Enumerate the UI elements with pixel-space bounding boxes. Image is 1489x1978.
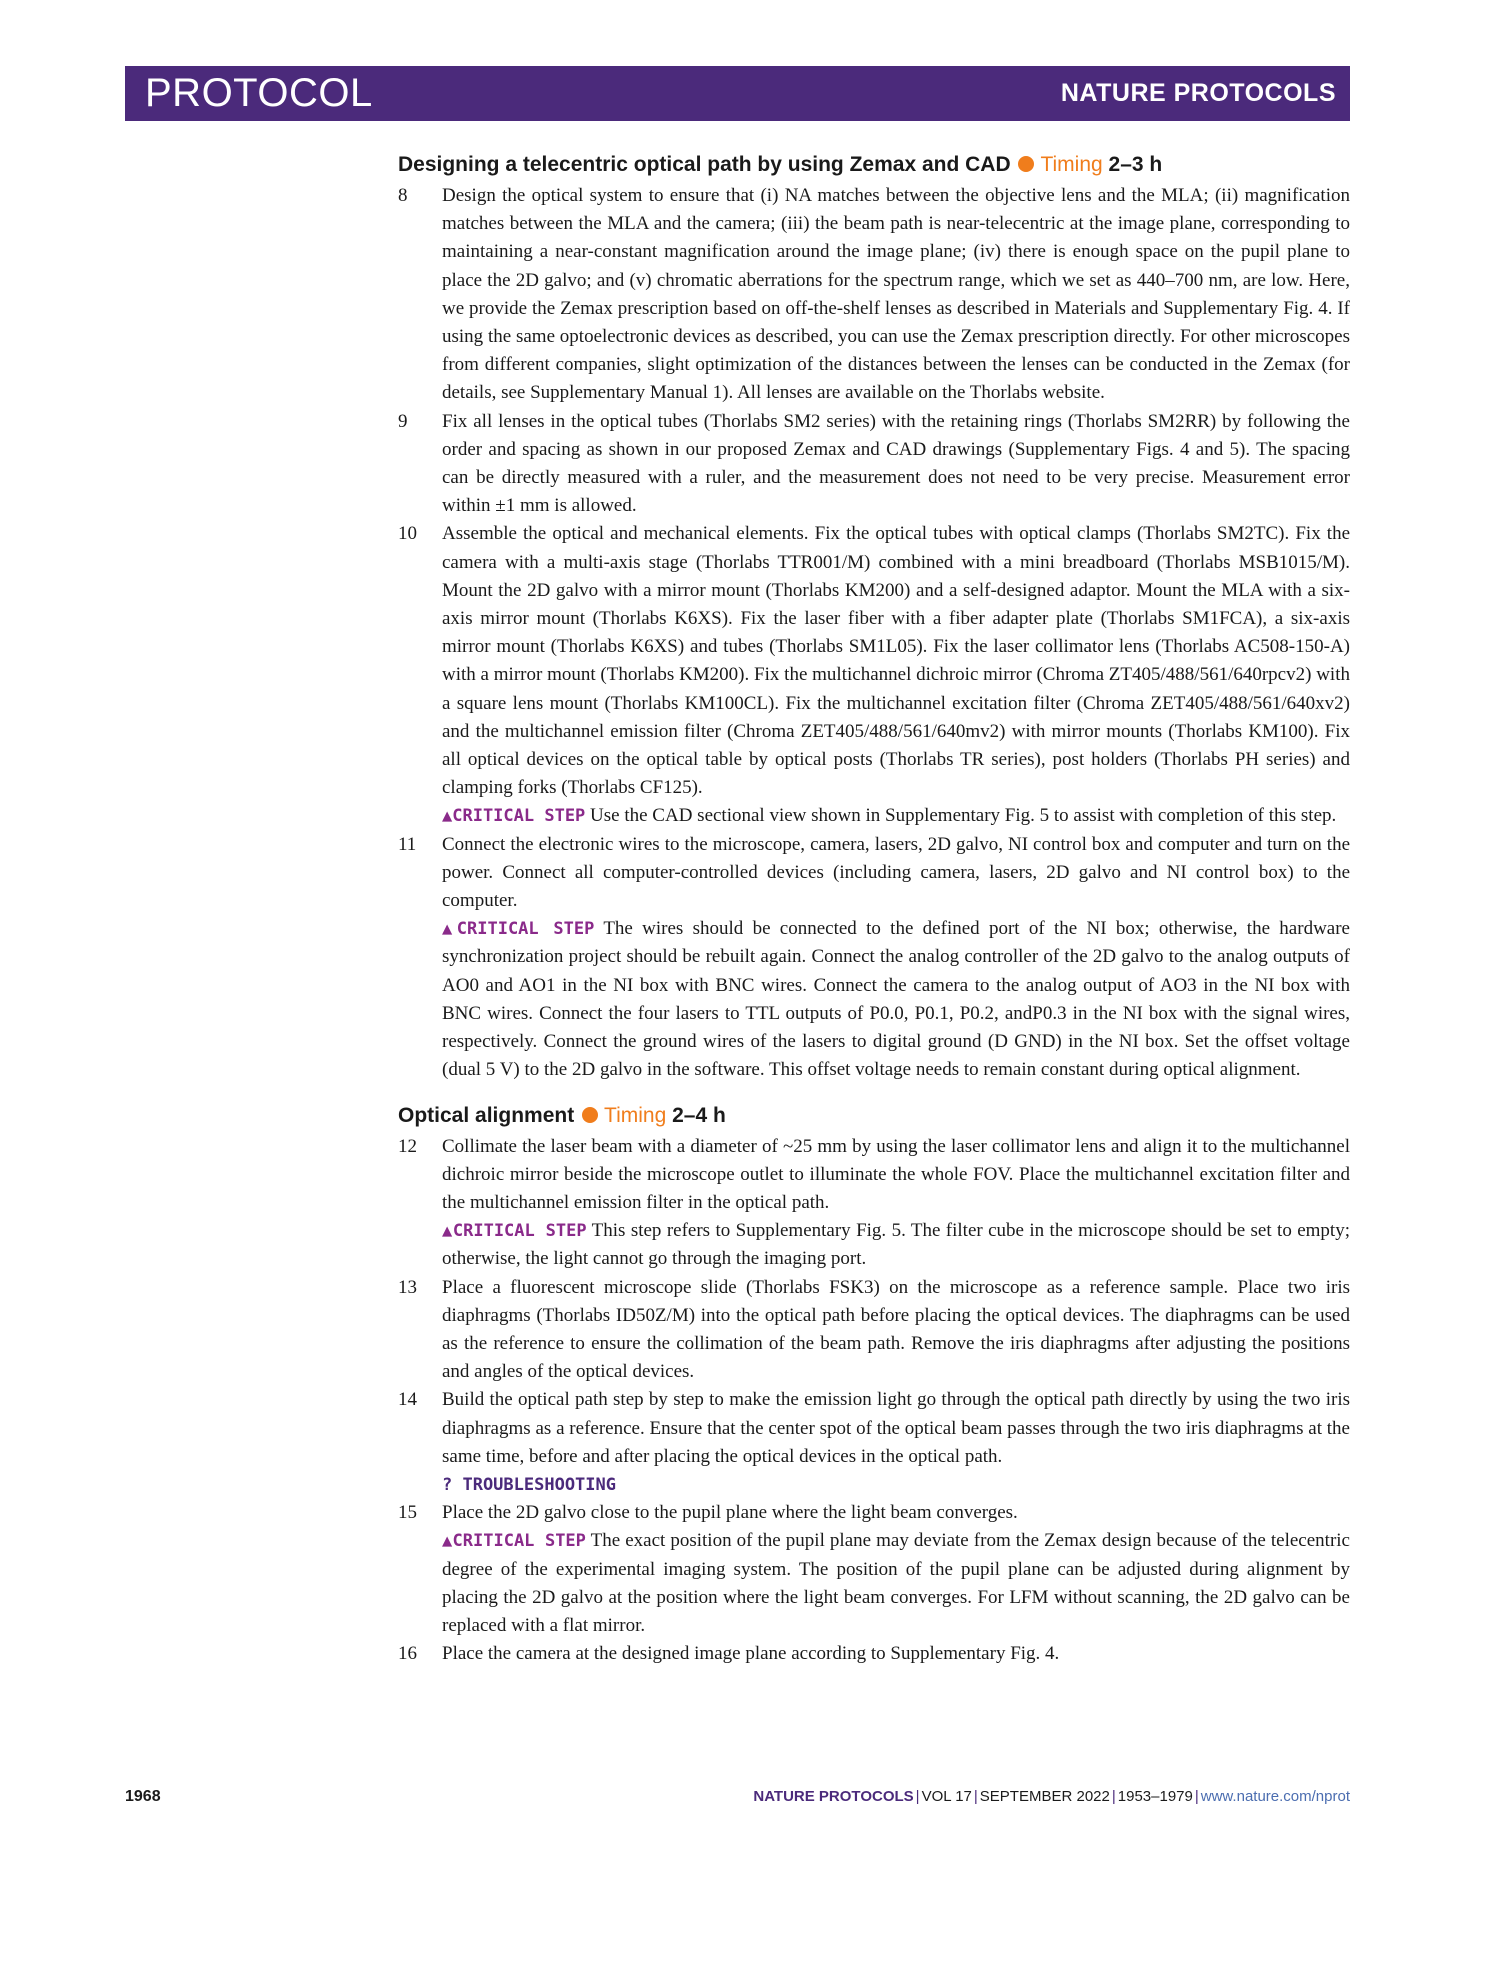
step-text: Place the 2D galvo close to the pupil plane where the light beam converges. bbox=[442, 1502, 1018, 1524]
critical-step-text: The wires should be connected to the defined port of the NI box; otherwise, the hardware synchronization project should be rebuilt again. Connect the analog controller of the 2D galvo to the analog outputs of AO0 and AO1 in the NI box with BNC wires. Connect the camera to the analog output of AO3 in the NI box with BNC wires. Connect the four lasers to TTL outputs of P0.0, P0.1, P0.2, andP0.3 in the NI box with the signal wires, respectively. Connect the ground wires of the lasers to digital ground (D GND) in the NI box. Set the offset voltage (dual 5 V) to the 2D galvo in the software. This offset voltage needs to remain constant during optical alignment. bbox=[442, 918, 1350, 1081]
step-15 bbox=[398, 1499, 1350, 1640]
timing-label: Timing bbox=[1040, 153, 1103, 176]
critical-step-text: The exact position of the pupil plane may deviate from the Zemax design because of the telecentric degree of the experimental imaging system. The position of the pupil plane can be adjusted during alignment by placing the 2D galvo at the position where the light beam converges. For LFM without scanning, the 2D galvo can be replaced with a flat mirror. bbox=[442, 1530, 1350, 1636]
step-number: 13 bbox=[398, 1276, 417, 1298]
step-text: Place the camera at the designed image plane according to Supplementary Fig. 4. bbox=[442, 1643, 1060, 1665]
step-number: 14 bbox=[398, 1389, 417, 1411]
section-title: Designing a telecentric optical path by using Zemax and CAD bbox=[398, 153, 1011, 176]
step-number: 12 bbox=[398, 1135, 417, 1157]
step-number: 10 bbox=[398, 523, 417, 545]
step-number: 9 bbox=[398, 410, 408, 432]
step-text: Fix all lenses in the optical tubes (Thorlabs SM2 series) with the retaining rings (Thorlabs SM2RR) by following the order and spacing as shown in our proposed Zemax and CAD drawings (Supplementary Figs. 4 and 5). The spacing can be directly measured with a ruler, and the measurement does not need to be very precise. Measurement error within ±1 mm is allowed. bbox=[442, 410, 1350, 517]
section-title: Optical alignment bbox=[398, 1103, 575, 1127]
critical-step-note bbox=[442, 1217, 1350, 1273]
step-number: 15 bbox=[398, 1502, 417, 1524]
step-8 bbox=[398, 182, 1350, 408]
step-12 bbox=[398, 1133, 1350, 1274]
step-number: 11 bbox=[398, 833, 417, 855]
critical-step-note bbox=[442, 915, 1350, 1084]
critical-step-text: This step refers to Supplementary Fig. 5. The filter cube in the microscope should be set to empty; otherwise, the light cannot go through the imaging port. bbox=[442, 1220, 1350, 1270]
step-10 bbox=[398, 520, 1350, 830]
step-text: Build the optical path step by step to make the emission light go through the optical path directly by using the two iris diaphragms as a reference. Ensure that the center spot of the optical beam passes through the two iris diaphragms at the same time, before and after placing the optical devices in the optical path. bbox=[442, 1389, 1350, 1467]
timing-value: 2–4 h bbox=[672, 1103, 726, 1127]
critical-step-label: ▲CRITICAL STEP bbox=[442, 1221, 587, 1242]
footer-citation: NATURE PROTOCOLS | VOL 17 | SEPTEMBER 2022 | 1953–1979 | www.nature.com/nprot bbox=[753, 1788, 1350, 1805]
timing-dot-icon bbox=[1018, 156, 1034, 172]
step-text: Collimate the laser beam with a diameter of ~25 mm by using the laser collimator lens and align it to the multichannel dichroic mirror beside the microscope outlet to illuminate the whole FOV. Place the multichannel excitation filter and the multichannel emission filter in the optical path. bbox=[442, 1135, 1350, 1213]
step-14 bbox=[398, 1386, 1350, 1499]
section-heading bbox=[398, 1103, 1350, 1129]
step-text: Place a fluorescent microscope slide (Thorlabs FSK3) on the microscope as a reference sample. Place two iris diaphragms (Thorlabs ID50Z/M) into the optical path before placing the optical devices. The diaphragms can be used as the reference to ensure the collimation of the beam path. Remove the iris diaphragms after adjusting the positions and angles of the optical devices. bbox=[442, 1276, 1350, 1383]
footer-date: SEPTEMBER 2022 bbox=[979, 1788, 1110, 1805]
step-text: Design the optical system to ensure that (i) NA matches between the objective lens and the MLA; (ii) magnification matches between the MLA and the camera; (iii) the beam path is near-telecentric at the image plane, corresponding to maintaining a near-constant magnification around the image plane; (iv) there is enough space on the pupil plane to place the 2D galvo; and (v) chromatic aberrations for the spectrum range, which we set as 440–700 nm, are low. Here, we provide the Zemax prescription based on off-the-shelf lenses as described in Materials and Supplementary Fig. 4. If using the same optoelectronic devices as described, you can use the Zemax prescription directly. For other microscopes from different companies, slight optimization of the distances between the lenses can be conducted in the Zemax (for details, see Supplementary Manual 1). All lenses are available on the Thorlabs website. bbox=[442, 185, 1350, 404]
critical-step-label: ▲CRITICAL STEP bbox=[442, 919, 595, 940]
step-number: 8 bbox=[398, 185, 408, 206]
footer-volume: VOL 17 bbox=[921, 1788, 972, 1805]
critical-step-label: ▲CRITICAL STEP bbox=[442, 806, 586, 827]
timing-value: 2–3 h bbox=[1108, 153, 1163, 176]
critical-step-label: ▲CRITICAL STEP bbox=[442, 1531, 586, 1552]
footer-journal: NATURE PROTOCOLS bbox=[753, 1788, 914, 1805]
step-11 bbox=[398, 831, 1350, 1085]
article-body bbox=[398, 152, 1350, 1668]
timing-label: Timing bbox=[604, 1103, 667, 1127]
footer-url[interactable]: www.nature.com/nprot bbox=[1200, 1788, 1350, 1805]
critical-step-note bbox=[442, 802, 1350, 830]
footer-pages: 1953–1979 bbox=[1117, 1788, 1193, 1805]
journal-name: NATURE PROTOCOLS bbox=[1060, 79, 1336, 107]
page-number: 1968 bbox=[125, 1788, 161, 1805]
critical-step-note bbox=[442, 1527, 1350, 1640]
step-number: 16 bbox=[398, 1643, 417, 1665]
protocol-label: PROTOCOL bbox=[145, 71, 373, 115]
step-13 bbox=[398, 1274, 1350, 1387]
step-9 bbox=[398, 408, 1350, 521]
step-text: Connect the electronic wires to the microscope, camera, lasers, 2D galvo, NI control box and computer and turn on the power. Connect all computer-controlled devices (including camera, lasers, 2D galvo and NI control box) to the computer. bbox=[442, 833, 1350, 912]
critical-step-text: Use the CAD sectional view shown in Supplementary Fig. 5 to assist with completion of this step. bbox=[590, 805, 1337, 827]
timing-dot-icon bbox=[582, 1107, 598, 1123]
header-bar bbox=[125, 66, 1350, 121]
step-16 bbox=[398, 1640, 1350, 1668]
step-text: Assemble the optical and mechanical elements. Fix the optical tubes with optical clamps (Thorlabs SM2TC). Fix the camera with a multi-axis stage (Thorlabs TTR001/M) combined with a mini breadboard (Thorlabs MSB1015/M). Mount the 2D galvo with a mirror mount (Thorlabs KM200) and a self-designed adaptor. Mount the MLA with a six-axis mirror mount (Thorlabs K6XS). Fix the laser fiber with a fiber adapter plate (Thorlabs SM1FCA), a six-axis mirror mount (Thorlabs K6XS) and tubes (Thorlabs SM1L05). Fix the laser collimator lens (Thorlabs AC508-150-A) with a mirror mount (Thorlabs KM200). Fix the multichannel dichroic mirror (Chroma ZT405/488/561/640rpcv2) with a square lens mount (Thorlabs KM100CL). Fix the multichannel excitation filter (Chroma ZET405/488/561/640xv2) and the multichannel emission filter (Chroma ZET405/488/561/640mv2) with mirror mounts (Thorlabs KM100). Fix all optical devices on the optical table by optical posts (Thorlabs TR series), post holders (Thorlabs PH series) and clamping forks (Thorlabs CF125). bbox=[442, 523, 1350, 799]
section-heading bbox=[398, 152, 1350, 178]
troubleshooting-link[interactable]: ? TROUBLESHOOTING bbox=[442, 1474, 616, 1495]
